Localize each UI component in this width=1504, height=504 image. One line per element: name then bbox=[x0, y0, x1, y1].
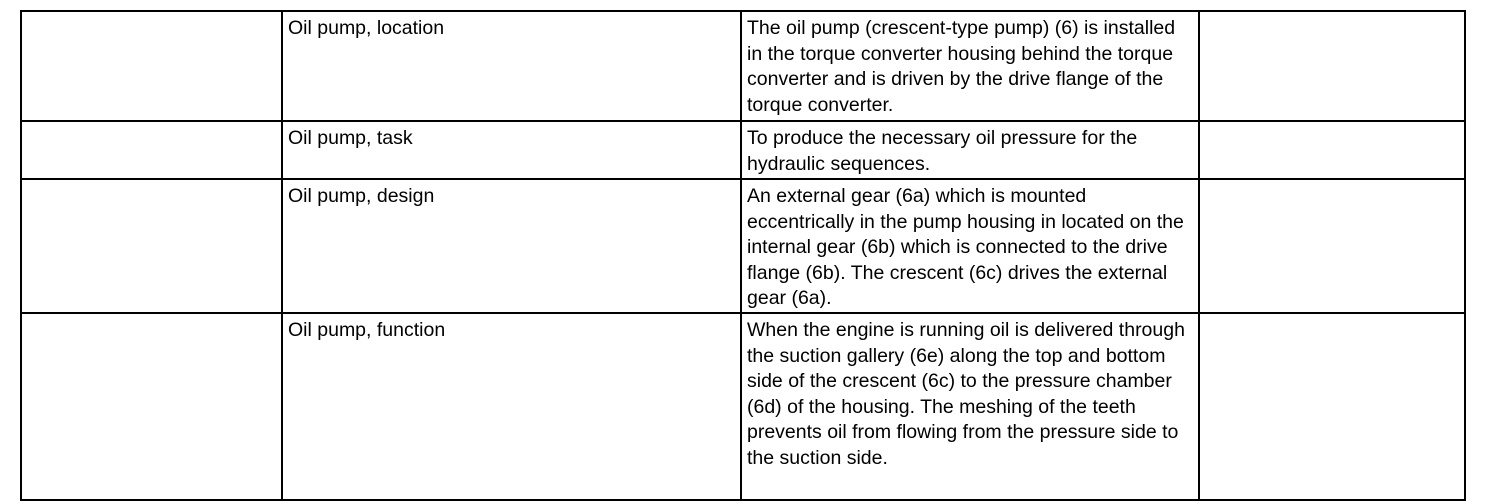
empty-cell bbox=[21, 179, 282, 313]
topic-cell bbox=[282, 11, 741, 121]
topic-cell bbox=[282, 179, 741, 313]
table-row bbox=[21, 121, 1465, 179]
description-text: To produce the necessary oil pressure for the hydraulic sequences. bbox=[747, 127, 1138, 175]
empty-cell bbox=[21, 313, 282, 500]
table-row bbox=[21, 11, 1465, 121]
empty-cell bbox=[1199, 11, 1465, 121]
topic-cell bbox=[282, 313, 741, 500]
topic-text: Oil pump, task bbox=[288, 127, 413, 149]
description-cell bbox=[741, 121, 1199, 179]
topic-text: Oil pump, function bbox=[288, 319, 446, 341]
table-row bbox=[21, 313, 1465, 500]
description-cell bbox=[741, 11, 1199, 121]
empty-cell bbox=[21, 121, 282, 179]
topic-text: Oil pump, location bbox=[288, 17, 445, 39]
topic-cell bbox=[282, 121, 741, 179]
empty-cell bbox=[21, 11, 282, 121]
empty-cell bbox=[1199, 313, 1465, 500]
description-text: An external gear (6a) which is mounted eccentrically in the pump housing in located on the internal gear (6b) which is connected to the drive flange (6b). The crescent (6c) drives the external gear (6a). bbox=[747, 185, 1184, 309]
oil-pump-table bbox=[20, 10, 1466, 501]
table-row bbox=[21, 179, 1465, 313]
empty-cell bbox=[1199, 179, 1465, 313]
description-text: When the engine is running oil is delivered through the suction gallery (6e) along the top and bottom side of the crescent (6c) to the pressure chamber (6d) of the housing. The meshing of the teeth prevents oil from flowing from the pressure side to the suction side. bbox=[747, 319, 1185, 469]
description-cell bbox=[741, 313, 1199, 500]
empty-cell bbox=[1199, 121, 1465, 179]
topic-text: Oil pump, design bbox=[288, 185, 435, 207]
description-cell bbox=[741, 179, 1199, 313]
description-text: The oil pump (crescent-type pump) (6) is installed in the torque converter housing behind the torque converter and is driven by the drive flange of the torque converter. bbox=[747, 17, 1176, 116]
